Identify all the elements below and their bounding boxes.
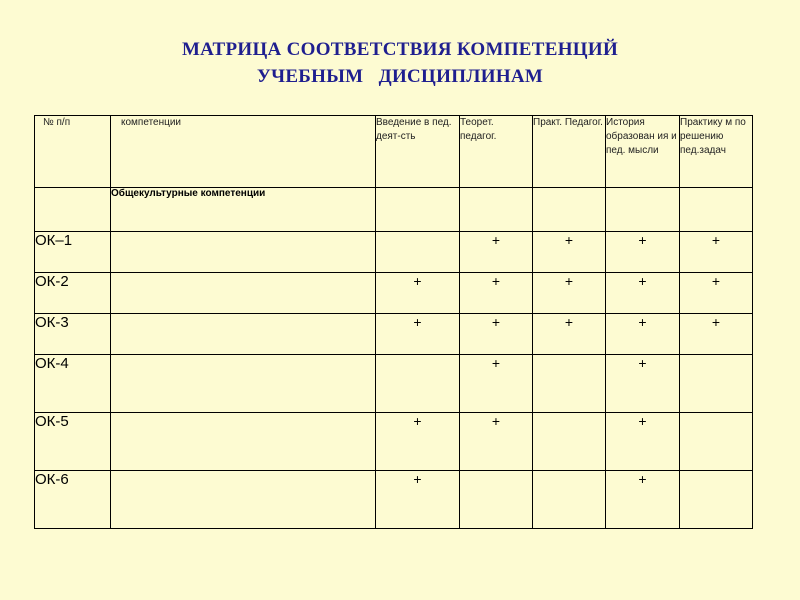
mark-cell: + <box>460 314 533 355</box>
mark-cell: + <box>606 471 680 529</box>
section-cell <box>533 188 606 232</box>
header-competence: компетенции <box>111 116 376 188</box>
section-cell <box>680 188 753 232</box>
row-competence-cell <box>111 314 376 355</box>
mark-cell <box>376 232 460 273</box>
header-row <box>35 116 753 188</box>
row-code: ОК-3 <box>35 314 111 355</box>
header-discipline-3: Практ. Педагог. <box>533 116 606 188</box>
row-code: ОК-6 <box>35 471 111 529</box>
mark-cell: + <box>606 273 680 314</box>
section-title: Общекультурные компетенции <box>111 188 376 232</box>
table-row <box>35 273 753 314</box>
header-discipline-4: История образован ия и пед. мысли <box>606 116 680 188</box>
mark-cell: + <box>533 314 606 355</box>
mark-cell: + <box>533 273 606 314</box>
table-row <box>35 232 753 273</box>
section-cell <box>376 188 460 232</box>
mark-cell <box>680 471 753 529</box>
mark-cell <box>533 471 606 529</box>
table-row <box>35 471 753 529</box>
mark-cell: + <box>680 232 753 273</box>
row-competence-cell <box>111 273 376 314</box>
row-competence-cell <box>111 413 376 471</box>
mark-cell: + <box>606 355 680 413</box>
table-row <box>35 355 753 413</box>
mark-cell: + <box>606 232 680 273</box>
table-row <box>35 314 753 355</box>
row-code: ОК-2 <box>35 273 111 314</box>
mark-cell: + <box>460 413 533 471</box>
mark-cell: + <box>376 413 460 471</box>
table-row <box>35 413 753 471</box>
mark-cell: + <box>533 232 606 273</box>
mark-cell: + <box>606 413 680 471</box>
section-row <box>35 188 753 232</box>
title-line-2: УЧЕБНЫМ ДИСЦИПЛИНАМ <box>256 66 544 87</box>
mark-cell <box>680 355 753 413</box>
mark-cell: + <box>376 471 460 529</box>
row-competence-cell <box>111 471 376 529</box>
mark-cell: + <box>680 314 753 355</box>
header-num: № п/п <box>35 116 111 188</box>
row-code: ОК-4 <box>35 355 111 413</box>
mark-cell <box>460 471 533 529</box>
section-cell <box>606 188 680 232</box>
mark-cell <box>533 355 606 413</box>
mark-cell <box>376 355 460 413</box>
header-discipline-1: Введение в пед. деят-сть <box>376 116 460 188</box>
header-discipline-2: Теорет. педагог. <box>460 116 533 188</box>
header-discipline-5: Практику м по решению пед.задач <box>680 116 753 188</box>
mark-cell: + <box>606 314 680 355</box>
title-line-1: МАТРИЦА СООТВЕТСТВИЯ КОМПЕТЕНЦИЙ <box>181 39 619 60</box>
mark-cell: + <box>376 314 460 355</box>
mark-cell <box>533 413 606 471</box>
mark-cell: + <box>460 273 533 314</box>
row-competence-cell <box>111 355 376 413</box>
mark-cell: + <box>460 355 533 413</box>
mark-cell <box>680 413 753 471</box>
row-competence-cell <box>111 232 376 273</box>
mark-cell: + <box>376 273 460 314</box>
mark-cell: + <box>460 232 533 273</box>
row-code: ОК-5 <box>35 413 111 471</box>
section-cell <box>460 188 533 232</box>
page-title <box>0 36 800 90</box>
mark-cell: + <box>680 273 753 314</box>
row-code: ОК–1 <box>35 232 111 273</box>
competence-matrix-table <box>34 115 753 529</box>
section-num-cell <box>35 188 111 232</box>
